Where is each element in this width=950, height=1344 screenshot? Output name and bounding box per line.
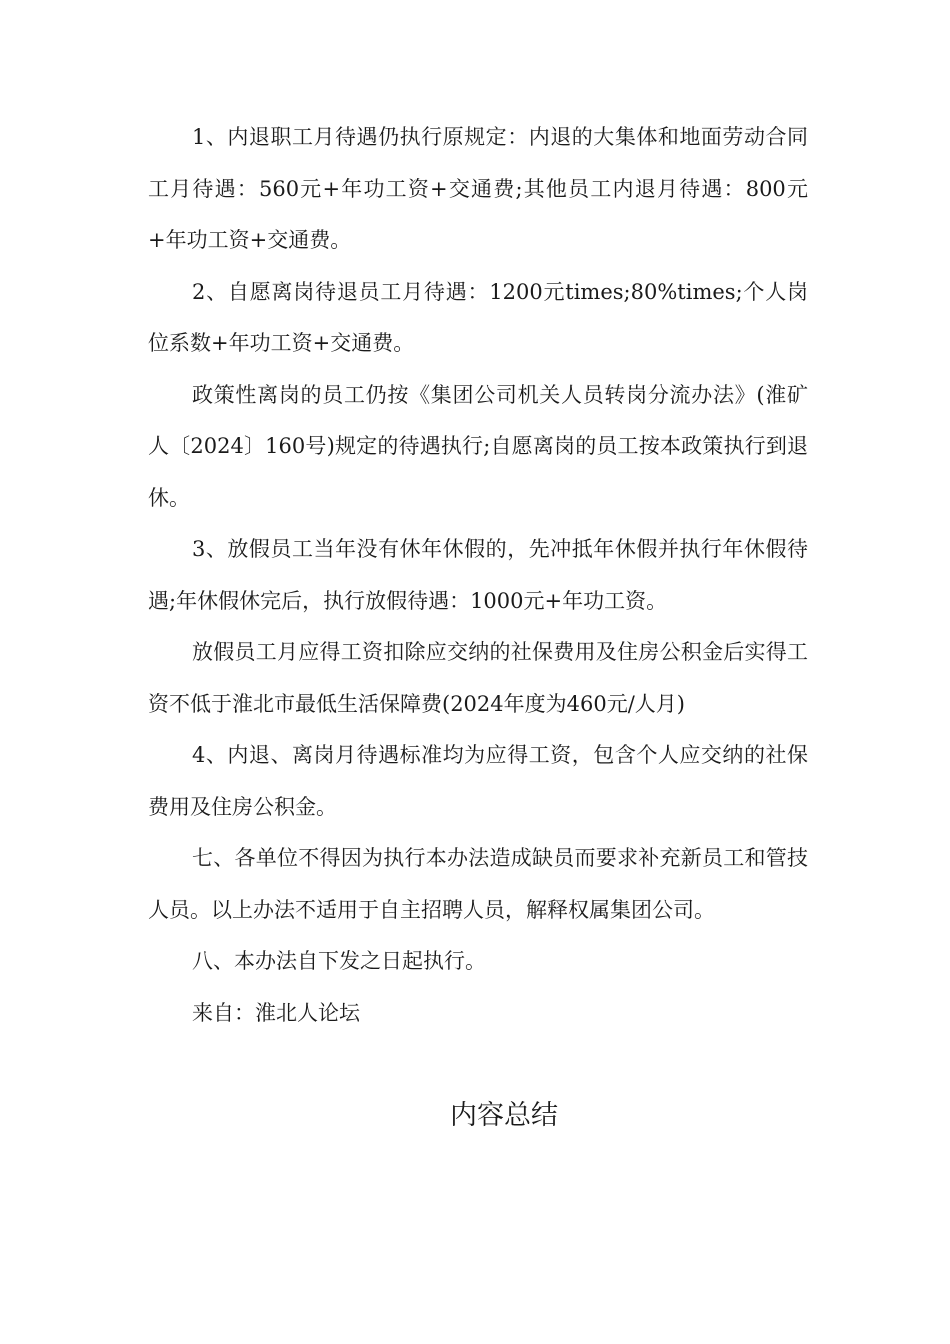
paragraph-5: 放假员工月应得工资扣除应交纳的社保费用及住房公积金后实得工资不低于淮北市最低生活保障费(2024年度为460元/人月) bbox=[148, 640, 808, 716]
paragraph-8: 八、本办法自下发之日起执行。 bbox=[192, 949, 486, 973]
paragraph-3: 政策性离岗的员工仍按《集团公司机关人员转岗分流办法》(淮矿人〔2024〕160号)规定的待遇执行;自愿离岗的员工按本政策执行到退休。 bbox=[148, 382, 808, 510]
paragraph-2: 2、自愿离岗待退员工月待遇：1200元times;80%times;个人岗位系数+年功工资+交通费。 bbox=[148, 279, 808, 355]
paragraph-1: 1、内退职工月待遇仍执行原规定：内退的大集体和地面劳动合同工月待遇：560元+年功工资+交通费;其他员工内退月待遇：800元+年功工资+交通费。 bbox=[148, 125, 808, 252]
paragraph-4: 3、放假员工当年没有休年休假的，先冲抵年休假并执行年休假待遇;年休假休完后，执行放假待遇：1000元+年功工资。 bbox=[148, 537, 808, 613]
source-line: 来自：淮北人论坛 bbox=[192, 1000, 360, 1025]
paragraph-7: 七、各单位不得因为执行本办法造成缺员而要求补充新员工和管技人员。以上办法不适用于自主招聘人员，解释权属集团公司。 bbox=[148, 846, 808, 922]
summary-heading: 内容总结 bbox=[450, 1100, 558, 1131]
paragraph-6: 4、内退、离岗月待遇标准均为应得工资，包含个人应交纳的社保费用及住房公积金。 bbox=[148, 743, 808, 819]
document-body bbox=[148, 112, 808, 1039]
